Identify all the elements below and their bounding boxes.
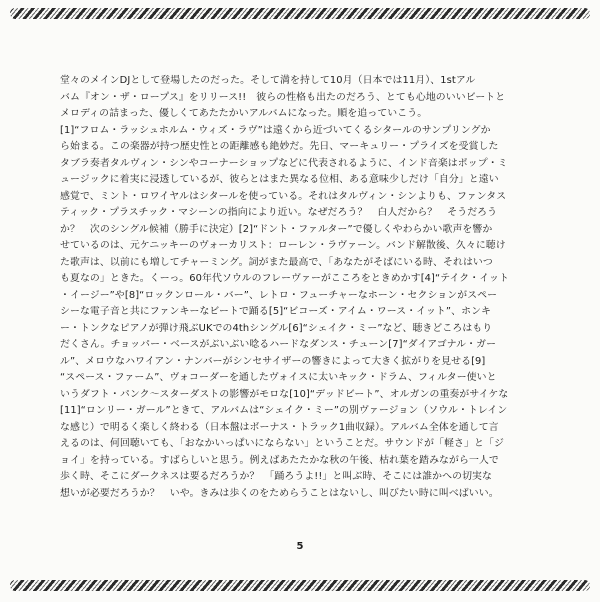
rope-border-bottom <box>10 580 590 591</box>
text-line: も夏なの」ときた。くーっ。60年代ソウルのフレーヴァーがこころをときめかす[4]“テイク・イット <box>60 273 509 284</box>
text-line: だくさん。チョッパー・ベースがぶいぶい唸るハードなダンス・チューン[7]“ダイアゴナル・ガー <box>60 339 497 350</box>
text-line: ティック・プラスチック・マシーンの指向により近い。なぜだろう？ 白人だから？ そうだろう <box>60 207 498 218</box>
text-line: 想いが必要だろうか？ いや。きみは歩くのをためらうことはないし、叫びたい時に叫べばいい。 <box>60 487 499 499</box>
text-line: タブラ奏者タルヴィン・シンやコーナーショップなどに代表されるように、インド音楽はポップ・ミ <box>60 157 508 169</box>
text-line: ら始まる。この楽器が持つ歴史性との距離感も絶妙だ。先日、マーキュリー・プライズを受賞した <box>60 141 499 152</box>
text-line: ョイ」を持っている。すばらしいと思う。例えばあたたかな秋の午後、枯れ葉を踏みながら一人で <box>60 454 499 466</box>
liner-notes-text <box>60 73 542 502</box>
text-line: [1]“フロム・ラッシュホルム・ウィズ・ラヴ”は遠くから近づいてくるシタールのサンプリングか <box>60 124 491 136</box>
text-line: ル”、メロウなハワイアン・ナンバーがシンセサイザーの響きによって大きく拡がりを見せる[9] <box>60 355 486 367</box>
text-line: “スペース・ファーム”、ヴォコーダーを通したヴォイスに太いキック・ドラム、フィルター使いと <box>60 372 497 383</box>
text-line: ー・トンクなピアノが弾け飛ぶUKでの4thシングル[6]“シェイク・ミー”など、聴きどころはもり <box>60 322 493 334</box>
text-line: ・イージー”や[8]“ロックンロール・バー”、レトロ・フューチャーなホーン・セクションがスペー <box>60 289 498 301</box>
text-line: いうダフト・パンク～スターダストの影響がモロな[10]“デッドビート”、オルガンの重奏がサイケな <box>60 388 509 400</box>
text-line: えるのは、何回聴いても、「おなかいっぱいにならない」ということだ。サウンドが「軽さ」と「ジ <box>60 438 504 449</box>
text-line: シーな電子音と共にファンキーなビートで踊る[5]“ビコーズ・アイム・ワース・イット”、ホンキ <box>60 306 492 317</box>
text-line: 歩く時、そこにダークネスは要るだろうか？ 「踊ろうよ!!」と叫ぶ時、そこには誰かへの切実な <box>60 471 493 482</box>
text-line: た歌声は、以前にも増してチャーミング。詞がまた最高で、「あなたがそばにいる時、それはいつ <box>60 256 493 268</box>
text-line: か？ 次のシングル候補（勝手に決定）[2]“ドント・ファルター”で優しくやわらかい歌声を響か <box>60 223 493 235</box>
text-line: 堂々のメインDJとして登場したのだった。そして満を持して10月（日本では11月）、1stアル <box>60 75 476 86</box>
text-line: バム『オン・ザ・ロープス』をリリース!! 彼らの性格も出たのだろう、とても心地のいいビートと <box>60 91 506 103</box>
rope-border-top <box>10 8 590 19</box>
page-number: 5 <box>296 541 304 552</box>
text-line: メロディの詰まった、優しくてあたたかいアルバムになった。順を追っていこう。 <box>60 108 428 119</box>
text-line: せているのは、元ケニッキーのヴォーカリスト：ローレン・ラヴァーン。バンド解散後、久々に聴け <box>60 240 506 251</box>
text-line: [11]“ロンリー・ガール”ときて、アルバムは“シェイク・ミー”の別ヴァージョン（ソウル・トレイン <box>60 405 508 416</box>
text-line: 感覚で、ミント・ロワイヤルはシタールを使っている。それはタルヴィン・シンよりも、ファンタス <box>60 190 507 202</box>
text-line: な感じ）で明るく楽しく終わる（日本盤はボーナス・トラック1曲収録）。アルバム全体を通して言 <box>60 421 499 433</box>
text-line: ュージックに着実に浸透しているが、彼らとはまた異なる位相、ある意味少しだけ「自分」と遠い <box>60 174 499 185</box>
